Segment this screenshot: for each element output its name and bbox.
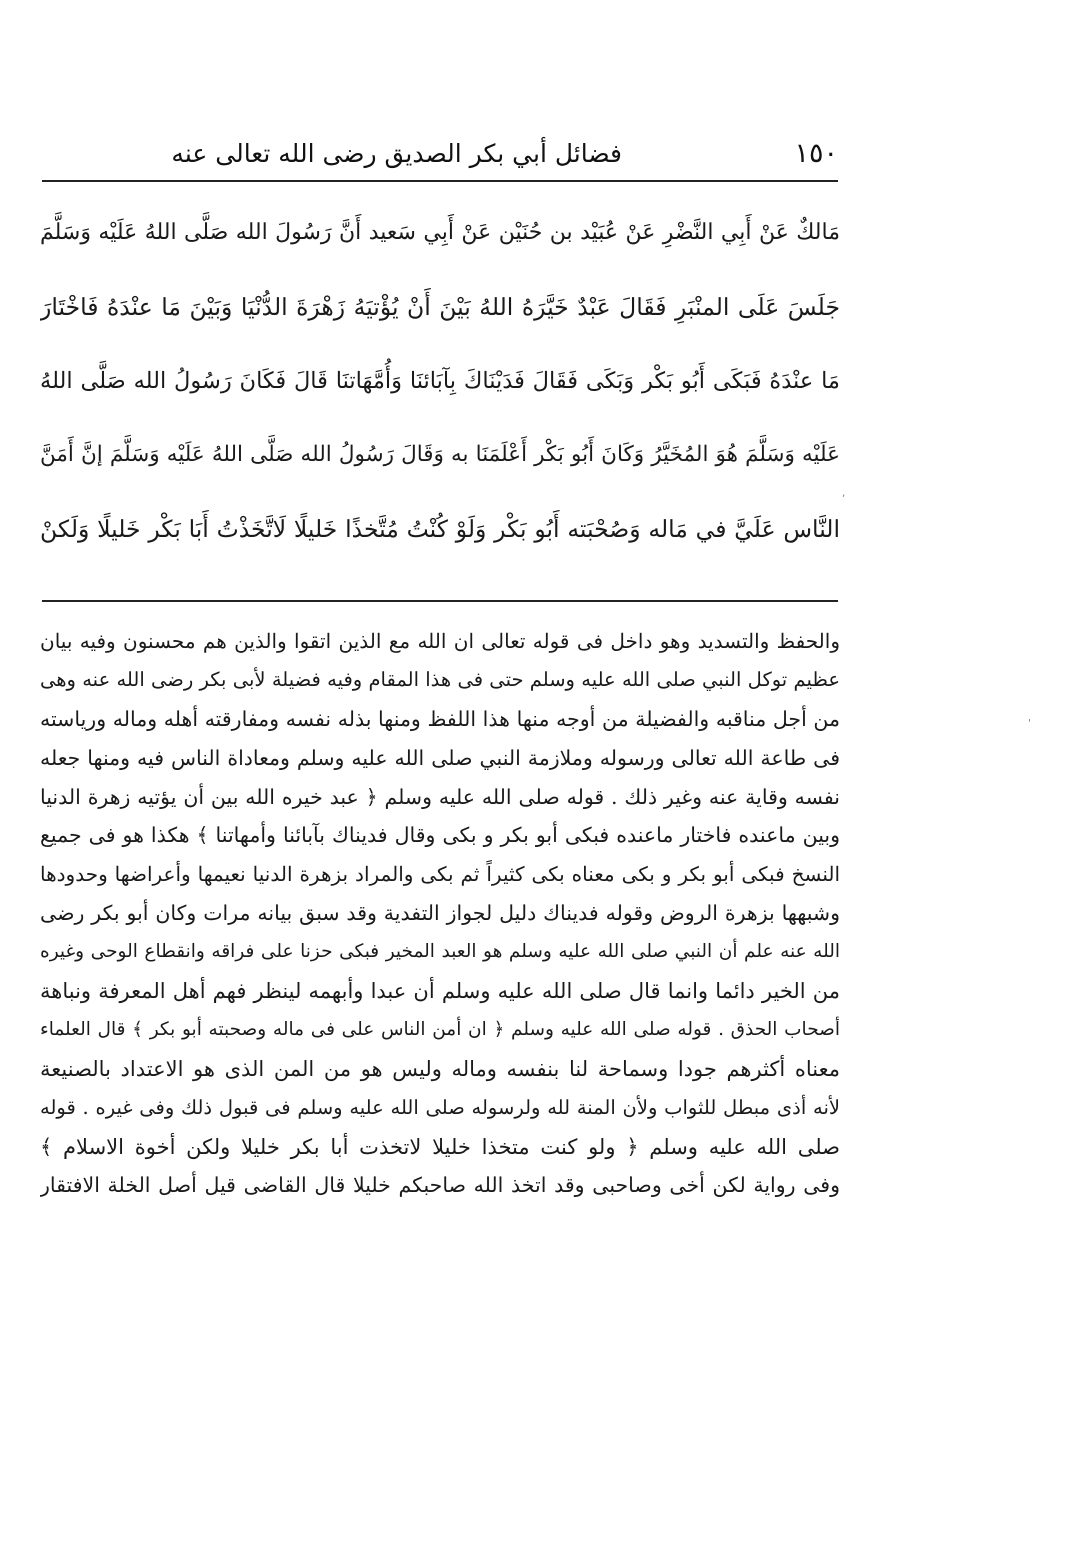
commentary-line: وفى رواية لكن أخى وصاحبى وقد اتخذ الله صاحبكم خليلا قال القاضى قيل أصل الخلة الافتقار xyxy=(40,1173,840,1198)
commentary-line: نفسه وقاية عنه وغير ذلك . قوله صلى الله عليه وسلم ﴿ عبد خيره الله بين أن يؤتيه زهرة الدنيا xyxy=(40,784,840,809)
commentary-line: النسخ فبكى أبو بكر و بكى معناه بكى كثيراً ثم بكى والمراد بزهرة الدنيا نعيمها وأعراضها وحدودها xyxy=(40,862,840,887)
hadith-line: جَلَسَ عَلَى المنْبَرِ فَقَالَ عَبْدٌ خَيَّرَهُ اللهُ بَيْنَ أَنْ يُؤْتيَهُ زَهْرَةَ الدُّنْيَا وَبَيْنَ مَا عنْدَهُ فَاخْتَارَ xyxy=(40,293,840,321)
commentary-line: معناه أكثرهم جودا وسماحة لنا بنفسه وماله وليس هو من المن الذى هو الاعتداد بالصنيعة xyxy=(40,1056,840,1081)
hadith-text-block xyxy=(40,196,840,566)
commentary-text-block xyxy=(40,622,840,1205)
commentary-line: أصحاب الحذق . قوله صلى الله عليه وسلم ﴿ ان أمن الناس على فى ماله وصحبته أبو بكر ﴾ قال العلماء xyxy=(40,1018,840,1040)
margin-mark: ' xyxy=(1028,718,1031,729)
hadith-line: مَا عنْدَهُ فَبَكَى أَبُو بَكْر وَبَكَى فَقَالَ فَدَيْنَاكَ بِآبَائنَا وَأُمَّهَاتنَا قَالَ فَكَانَ رَسُولُ الله صَلَّى اللهُ xyxy=(40,368,840,394)
commentary-line: صلى الله عليه وسلم ﴿ ولو كنت متخذا خليلا لاتخذت أبا بكر خليلا ولكن أخوة الاسلام ﴾ xyxy=(40,1134,840,1159)
header-title: فضائل أبي بكر الصديق رضى الله تعالى عنه xyxy=(171,139,622,168)
header-rule xyxy=(42,180,838,182)
page-number: ١٥٠ xyxy=(794,138,838,169)
commentary-line: من الخير دائما وانما قال صلى الله عليه وسلم أن عبدا وأبهمه لينظر فهم أهل المعرفة ونباهة xyxy=(40,979,840,1004)
section-divider xyxy=(42,600,838,602)
hadith-line: النَّاس عَلَيَّ في مَاله وَصُحْبَته أَبُو بَكْر وَلَوْ كُنْتُ مُتَّخذًا خَليلًا لَاتَّخَذْتُ أَبَا بَكْر خَليلًا وَلَكنْ xyxy=(40,515,840,543)
commentary-line: فى طاعة الله تعالى ورسوله وملازمة النبي صلى الله عليه وسلم ومعاداة الناس فيه ومنها جعله xyxy=(40,745,840,770)
hadith-line: عَلَيْه وَسَلَّمَ هُوَ المُخَيَّرُ وَكَانَ أَبُو بَكْر أَعْلَمَنَا به وَقَالَ رَسُولُ الله صَلَّى اللهُ عَلَيْه وَسَلَّمَ إنَّ أَمَنَّ xyxy=(40,442,840,467)
commentary-line: وشبهها بزهرة الروض وقوله فديناك دليل لجواز التفدية وقد سبق بيانه مرات وكان أبو بكر رضى xyxy=(40,901,840,926)
commentary-line: الله عنه علم أن النبي صلى الله عليه وسلم هو العبد المخير فبكى حزنا على فراقه وانقطاع الوحى وغيره xyxy=(40,941,840,963)
commentary-line: وبين ماعنده فاختار ماعنده فبكى أبو بكر و بكى وقال فديناك بآبائنا وأمهاتنا ﴾ هكذا هو فى جميع xyxy=(40,823,840,848)
commentary-line: والحفظ والتسديد وهو داخل فى قوله تعالى ان الله مع الذين اتقوا والذين هم محسنون وفيه بيان xyxy=(40,629,840,653)
margin-mark: , xyxy=(842,488,846,499)
commentary-line: عظيم توكل النبي صلى الله عليه وسلم حتى فى هذا المقام وفيه فضيلة لأبى بكر رضى الله عنه وهى xyxy=(40,667,840,691)
commentary-line: لأنه أذى مبطل للثواب ولأن المنة لله ولرسوله صلى الله عليه وسلم فى قبول ذلك وفى غيره . قوله xyxy=(40,1095,840,1119)
running-header xyxy=(171,135,838,177)
hadith-line: مَالكٌ عَنْ أَبِي النَّضْرِ عَنْ عُبَيْد بن حُنَيْن عَنْ أَبِي سَعيد أَنَّ رَسُولَ الله صَلَّى اللهُ عَلَيْه وَسَلَّمَ xyxy=(40,220,840,245)
commentary-line: من أجل مناقبه والفضيلة من أوجه منها هذا اللفظ ومنها بذله نفسه ومفارقته أهله وماله ورياسته xyxy=(40,706,840,731)
